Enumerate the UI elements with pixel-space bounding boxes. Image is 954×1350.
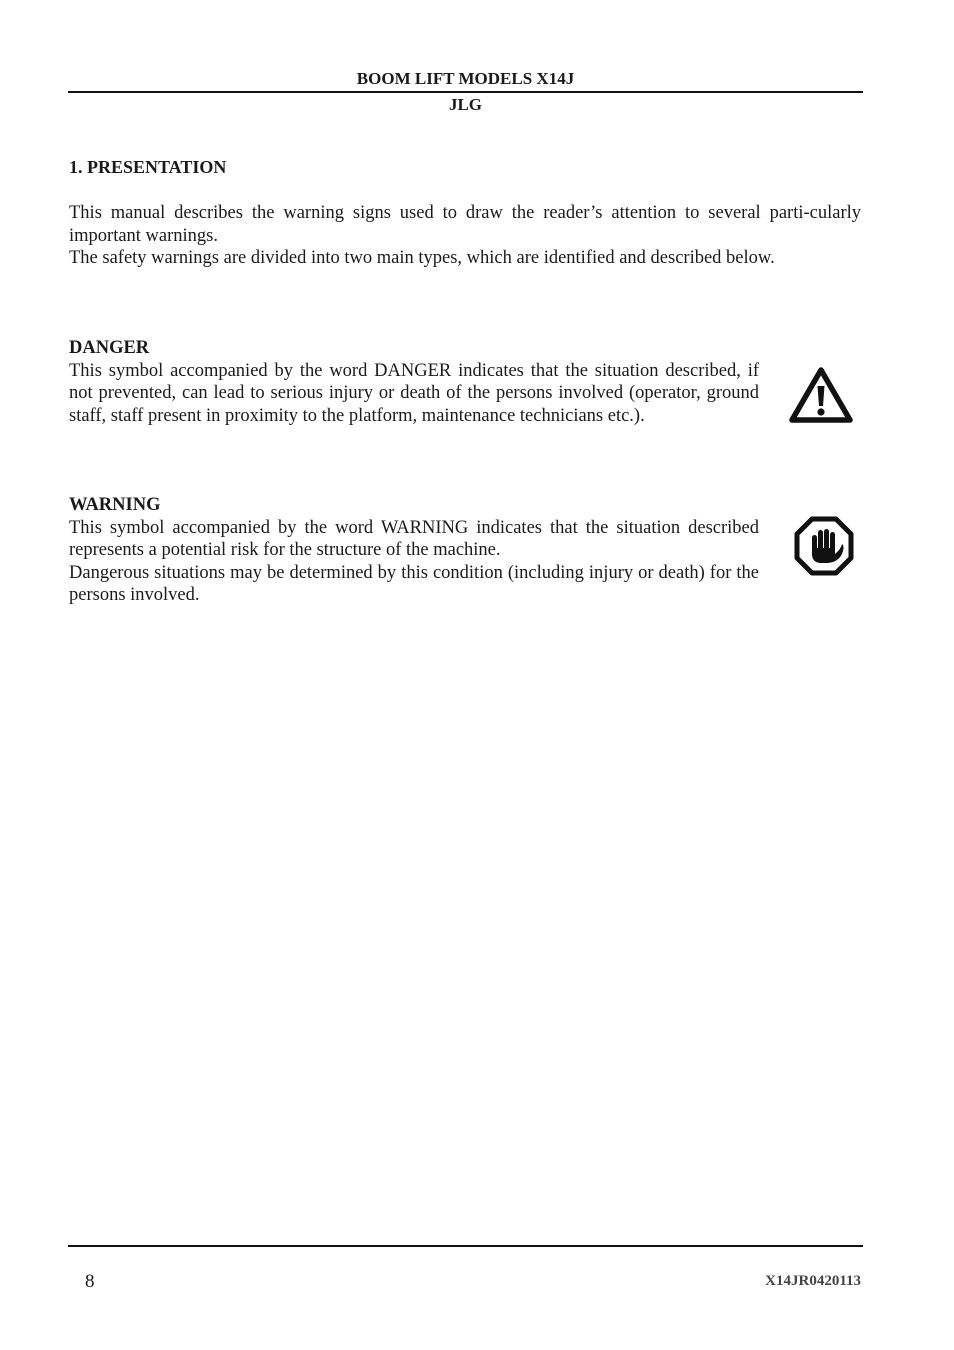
danger-triangle-icon [789, 366, 853, 424]
danger-block [69, 337, 759, 427]
intro-text [69, 202, 861, 270]
warning-title: WARNING [69, 495, 161, 515]
header-divider [68, 91, 863, 93]
danger-description: This symbol accompanied by the word DANGER indicates that the situation described, if not prevented, can lead to serious injury or death of the persons involved (operator, ground staff, staff present in proximity to the platform, maintenance technicians etc.). [69, 360, 759, 426]
page-number: 8 [85, 1271, 95, 1292]
warning-description-1: This symbol accompanied by the word WARNING indicates that the situation described represents a potential risk for the structure of the machine. [69, 517, 759, 560]
intro-paragraph-1: This manual describes the warning signs used to draw the reader’s attention to several parti-cularly important warnings. [69, 203, 861, 246]
footer-divider [68, 1245, 863, 1247]
intro-paragraph-2: The safety warnings are divided into two main types, which are identified and described below. [69, 248, 775, 268]
header-title: BOOM LIFT MODELS X14J [356, 69, 575, 88]
document-code: X14JR0420113 [765, 1273, 861, 1289]
warning-description-2: Dangerous situations may be determined by this condition (including injury or death) for the persons involved. [69, 562, 759, 605]
header-brand: JLG [448, 95, 483, 114]
section-title: 1. PRESENTATION [69, 157, 227, 177]
stop-hand-icon [794, 516, 854, 576]
warning-block [69, 494, 759, 607]
danger-title: DANGER [69, 338, 150, 358]
